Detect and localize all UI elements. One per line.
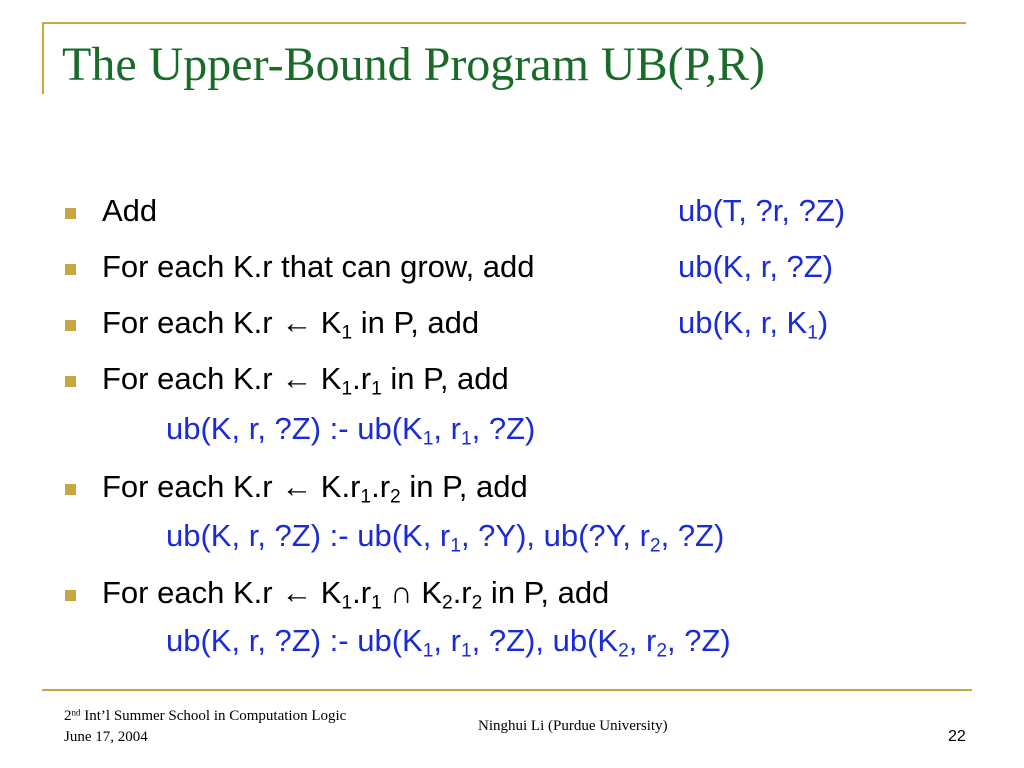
bullet-marker: [65, 376, 76, 387]
bullet-5-text: For each K.r ← $K.r_1.r_2$ in P, add: [102, 469, 528, 508]
slide-title: The Upper-Bound Program UB(P,R): [62, 38, 765, 91]
intersection-icon: ∩: [381, 575, 422, 610]
bullet-marker: [65, 590, 76, 601]
bullet-1-text: Add: [102, 193, 158, 228]
left-arrow-icon: ←: [281, 469, 313, 504]
footer-author: Ninghui Li (Purdue University): [478, 718, 668, 734]
bullet-1-code: ub(T, ?r, ?Z): [678, 193, 846, 228]
footer-date: June 17, 2004: [64, 729, 148, 745]
bullet-marker: [65, 208, 76, 219]
bullet-marker: [65, 264, 76, 275]
bullet-marker: [65, 484, 76, 495]
bullet-5-code: ub(K, r, ?Z) :- ub(K, $r_1$, ?Y), ub(?Y, $r_2$, ?Z): [166, 518, 725, 557]
bullet-4-code: ub(K, r, ?Z) :- $ub(K_1$, $r_1$, ?Z): [166, 411, 536, 450]
left-arrow-icon: ←: [281, 575, 313, 610]
left-arrow-icon: ←: [281, 305, 313, 340]
page-number: 22: [948, 728, 966, 745]
bullet-marker: [65, 320, 76, 331]
bullet-3-code: ub(K, r, $K_1$): [678, 305, 829, 344]
bullet-2-code: ub(K, r, ?Z): [678, 249, 834, 284]
footer-conference: 2nd Int’l Summer School in Computation Logic: [64, 707, 347, 724]
bullet-6-text: For each K.r ← $K_1.r_1$ ∩ $K_2.r_2$ in P, add: [102, 575, 610, 614]
bullet-4-text: For each K.r ← $K_1.r_1$ in P, add: [102, 361, 509, 400]
bullet-2-text: For each K.r that can grow, add: [102, 249, 535, 284]
bullet-6-code: ub(K, r, ?Z) :- $ub(K_1$, $r_1$, ?Z), $ub(K_2$, $r_2$, ?Z): [166, 623, 731, 662]
bullet-3-text: For each K.r ← $K_1$ in P, add: [102, 305, 480, 344]
left-arrow-icon: ←: [281, 361, 313, 396]
footer-divider: [42, 689, 972, 691]
